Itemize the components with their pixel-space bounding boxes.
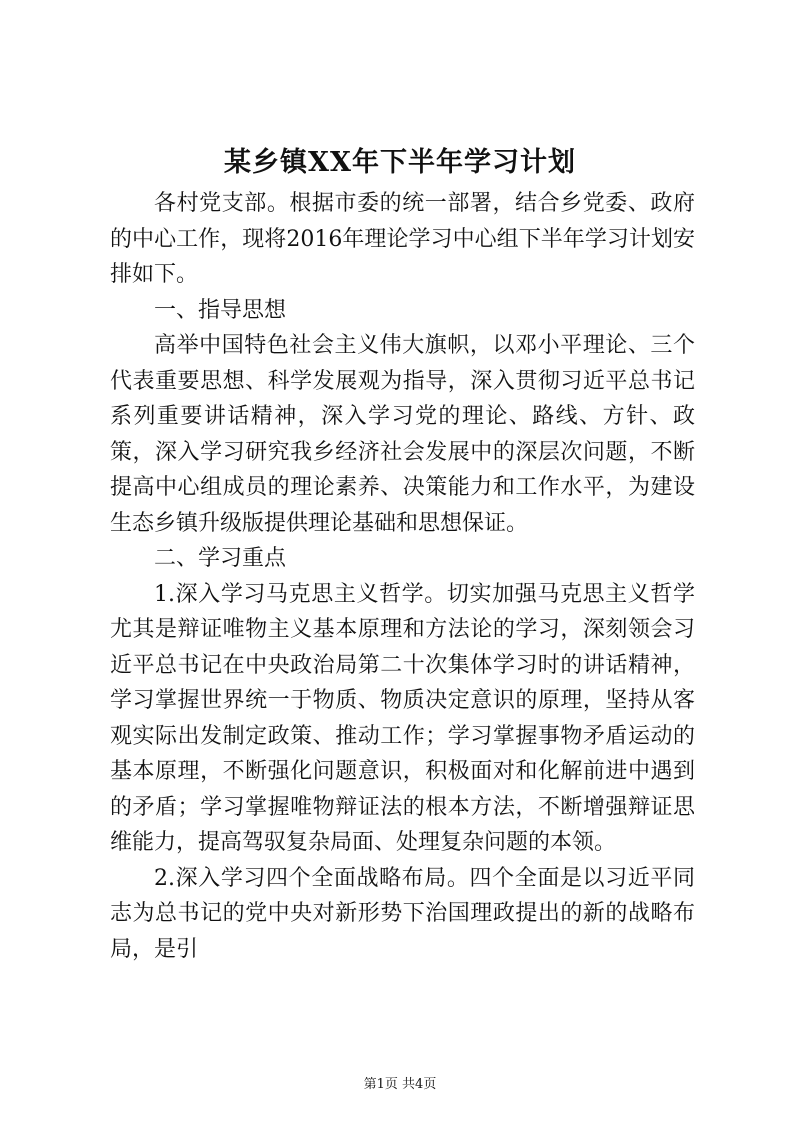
document-body [110,186,695,967]
intro-paragraph: 各村党支部。根据市委的统一部署，结合乡党委、政府的中心工作，现将2016年理论学习中心组下半年学习计划安排如下。 [110,191,695,287]
guiding-ideology-paragraph: 高举中国特色社会主义伟大旗帜，以邓小平理论、三个代表重要思想、科学发展观为指导，深入贯彻习近平总书记系列重要讲话精神，深入学习党的理论、路线、方针、政策，深入学习研究我乡经济社会发展中的深层次问题，不断提高中心组成员的理论素养、决策能力和工作水平，为建设生态乡镇升级版提供理论基础和思想保证。 [110,333,695,536]
section-heading-study-focus: 二、学习重点 [154,546,287,571]
study-point-2-paragraph: 2.深入学习四个全面战略布局。四个全面是以习近平同志为总书记的党中央对新形势下治国理政提出的新的战略布局，是引 [110,865,695,962]
section-heading-guiding-ideology: 一、指导思想 [154,297,287,323]
document-title: 某乡镇XX年下半年学习计划 [224,147,576,178]
study-point-1-paragraph: 1.深入学习马克思主义哲学。切实加强马克思主义哲学尤其是辩证唯物主义基本原理和方法论的学习，深刻领会习近平总书记在中央政治局第二十次集体学习时的讲话精神，学习掌握世界统一于物质、物质决定意识的原理，坚持从客观实际出发制定政策、推动工作；学习掌握事物矛盾运动的基本原理，不断强化问题意识，积极面对和化解前进中遇到的矛盾；学习掌握唯物辩证法的根本方法，不断增强辩证思维能力，提高驾驭复杂局面、处理复杂问题的本领。 [110,581,695,855]
page-number-footer: 第1页 共4页 [363,1077,437,1092]
